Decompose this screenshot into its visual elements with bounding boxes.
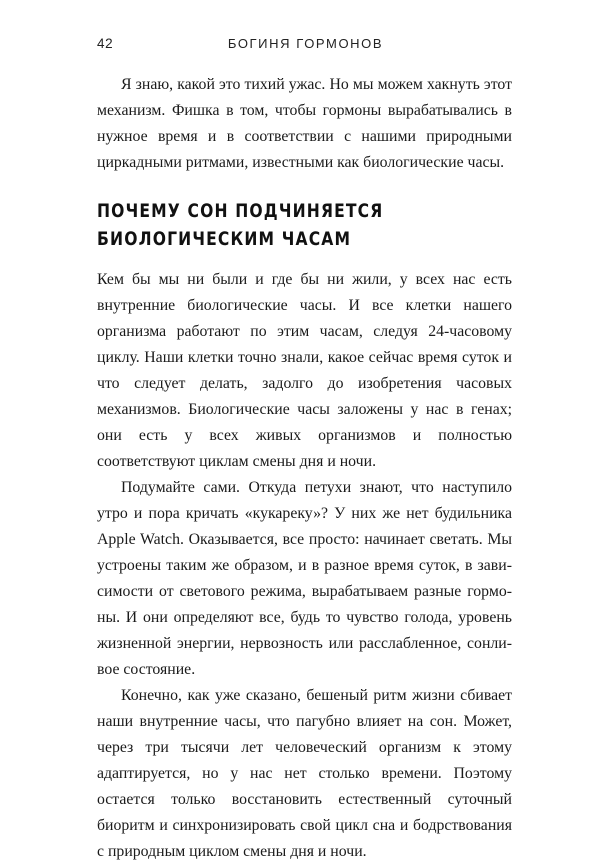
page-body bbox=[97, 72, 512, 865]
section-heading bbox=[97, 197, 512, 253]
body-paragraph: Кем бы мы ни были и где бы ни жили, у всех нас есть внутренние биологические часы. И все клетки нашего организма работают по этим часам, следуя 24-часовому циклу. Наши клетки точно знали, какое сейчас время суток и что следует делать, задолго до изобретения часовых механизмов. Биологические часы заложены у нас в генах; они есть у всех живых организмов и полностью соответствуют циклам смены дня и ночи. bbox=[97, 271, 512, 470]
intro-paragraph: Я знаю, какой это тихий ужас. Но мы можем хакнуть этот механизм. Фишка в том, чтобы гормоны вырабатывались в нужное время и в соответствии с нашими природными циркадными ритмами, известными как биологические часы. bbox=[97, 76, 512, 171]
section-heading-line-1: ПОЧЕМУ СОН ПОДЧИНЯЕТСЯ bbox=[97, 200, 384, 222]
section-heading-line-2: БИОЛОГИЧЕСКИМ ЧАСАМ bbox=[97, 228, 352, 250]
body-paragraph: Подумайте сами. Откуда петухи знают, что наступило утро и пора кричать «кукареку»? У них же нет будильника Apple Watch. Оказывается, все просто: начинает светать. Мы устроены таким же образом, и в разное время суток, в зависимости от светового режима, вырабатываем разные гормоны. И они определяют все, будь то чувство голода, уровень жизненной энергии, нервозность или расслабленное, сонливое состояние. bbox=[97, 479, 512, 678]
page-number: 42 bbox=[97, 36, 114, 51]
book-title: БОГИНЯ ГОРМОНОВ bbox=[227, 36, 384, 51]
running-header bbox=[97, 36, 514, 56]
body-paragraph: Конечно, как уже сказано, бешеный ритм жизни сбивает наши внутренние часы, что пагубно влияет на сон. Может, через три тысячи лет человеческий организм к этому адаптируется, но у нас нет столько времени. Поэтому остается только восстановить естественный суточный биоритм и синхронизировать свой цикл сна и бодрствования с природным циклом смены дня и ночи. bbox=[97, 687, 512, 860]
